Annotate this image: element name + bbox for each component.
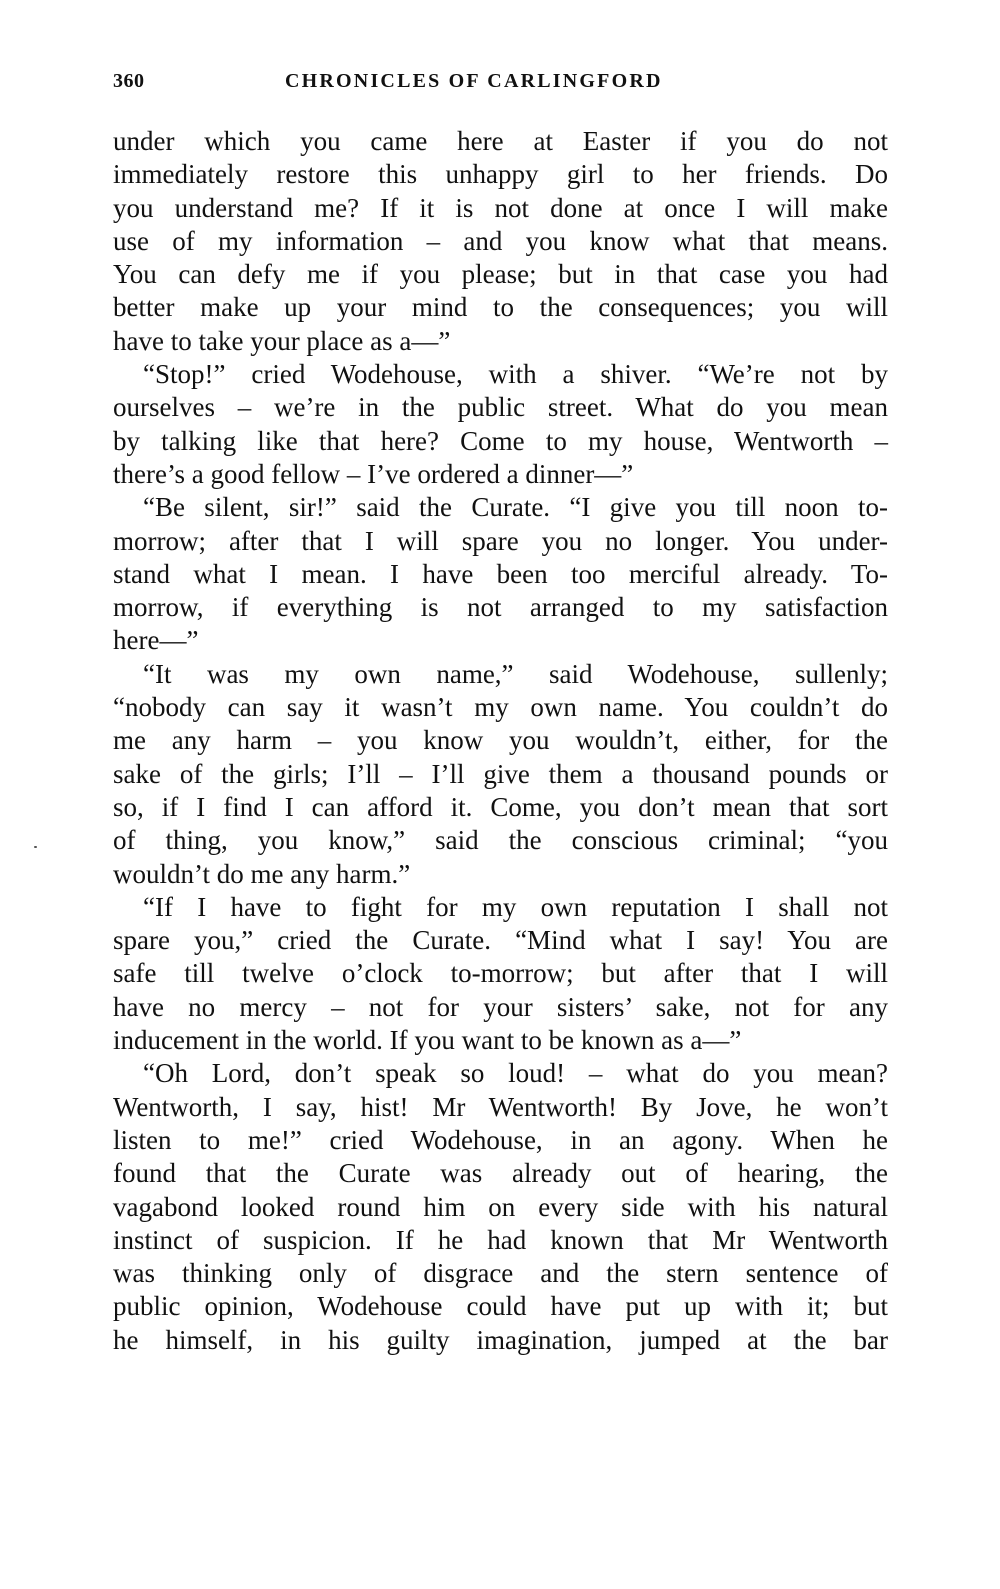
text-line: You can defy me if you please; but in that case you had: [113, 259, 888, 290]
text-line: listen to me!” cried Wodehouse, in an agony. When he: [113, 1124, 888, 1155]
text-line: have to take your place as a—”: [113, 325, 451, 356]
text-line: “nobody can say it wasn’t my own name. You couldn’t do: [113, 692, 888, 723]
running-head: [113, 70, 888, 100]
text-line: stand what I mean. I have been too merciful already. To-: [113, 558, 888, 589]
body-text: [113, 125, 888, 1357]
text-line: under which you came here at Easter if you do not: [113, 126, 888, 156]
text-line: Wentworth, I say, hist! Mr Wentworth! By Jove, he won’t: [113, 1091, 888, 1122]
text-line: safe till twelve o’clock to-morrow; but after that I will: [113, 958, 888, 989]
text-line: spare you,” cried the Curate. “Mind what I say! You are: [113, 925, 888, 956]
text-line: here—”: [113, 625, 199, 656]
text-line: better make up your mind to the consequences; you will: [113, 292, 888, 323]
text-line: use of my information – and you know what that means.: [113, 225, 888, 256]
text-line: you understand me? If it is not done at once I will make: [113, 192, 888, 223]
text-line: ourselves – we’re in the public street. What do you mean: [113, 392, 888, 423]
text-line: vagabond looked round him on every side with his natural: [113, 1191, 888, 1222]
text-line: sake of the girls; I’ll – I’ll give them a thousand pounds or: [113, 758, 888, 789]
text-line: “It was my own name,” said Wodehouse, sullenly;: [143, 658, 888, 689]
text-line: wouldn’t do me any harm.”: [113, 858, 411, 889]
text-line: was thinking only of disgrace and the stern sentence of: [113, 1258, 888, 1289]
text-line: so, if I find I can afford it. Come, you don’t mean that sort: [113, 791, 888, 822]
text-line: immediately restore this unhappy girl to her friends. Do: [113, 159, 888, 190]
page-number: 360: [113, 70, 145, 92]
text-line: me any harm – you know you wouldn’t, either, for the: [113, 725, 888, 756]
text-line: morrow; after that I will spare you no longer. You under-: [113, 525, 888, 556]
text-line: “If I have to fight for my own reputation I shall not: [143, 891, 888, 922]
scan-speck: [34, 846, 37, 848]
text-line: “Be silent, sir!” said the Curate. “I give you till noon to-: [143, 492, 888, 523]
text-line: have no mercy – not for your sisters’ sake, not for any: [113, 991, 888, 1022]
text-line: he himself, in his guilty imagination, jumped at the bar: [113, 1324, 888, 1355]
text-line: public opinion, Wodehouse could have put up with it; but: [113, 1291, 888, 1322]
text-line: morrow, if everything is not arranged to my satisfaction: [113, 592, 888, 623]
text-line: inducement in the world. If you want to be known as a—”: [113, 1025, 742, 1056]
text-line: there’s a good fellow – I’ve ordered a dinner—”: [113, 458, 634, 489]
text-line: “Stop!” cried Wodehouse, with a shiver. “We’re not by: [143, 359, 888, 390]
text-line: found that the Curate was already out of hearing, the: [113, 1158, 888, 1189]
text-line: by talking like that here? Come to my house, Wentworth –: [113, 425, 888, 456]
running-title: CHRONICLES OF CARLINGFORD: [285, 70, 663, 92]
text-line: “Oh Lord, don’t speak so loud! – what do you mean?: [143, 1058, 888, 1089]
text-line: of thing, you know,” said the conscious criminal; “you: [113, 825, 888, 856]
text-line: instinct of suspicion. If he had known that Mr Wentworth: [113, 1224, 888, 1255]
